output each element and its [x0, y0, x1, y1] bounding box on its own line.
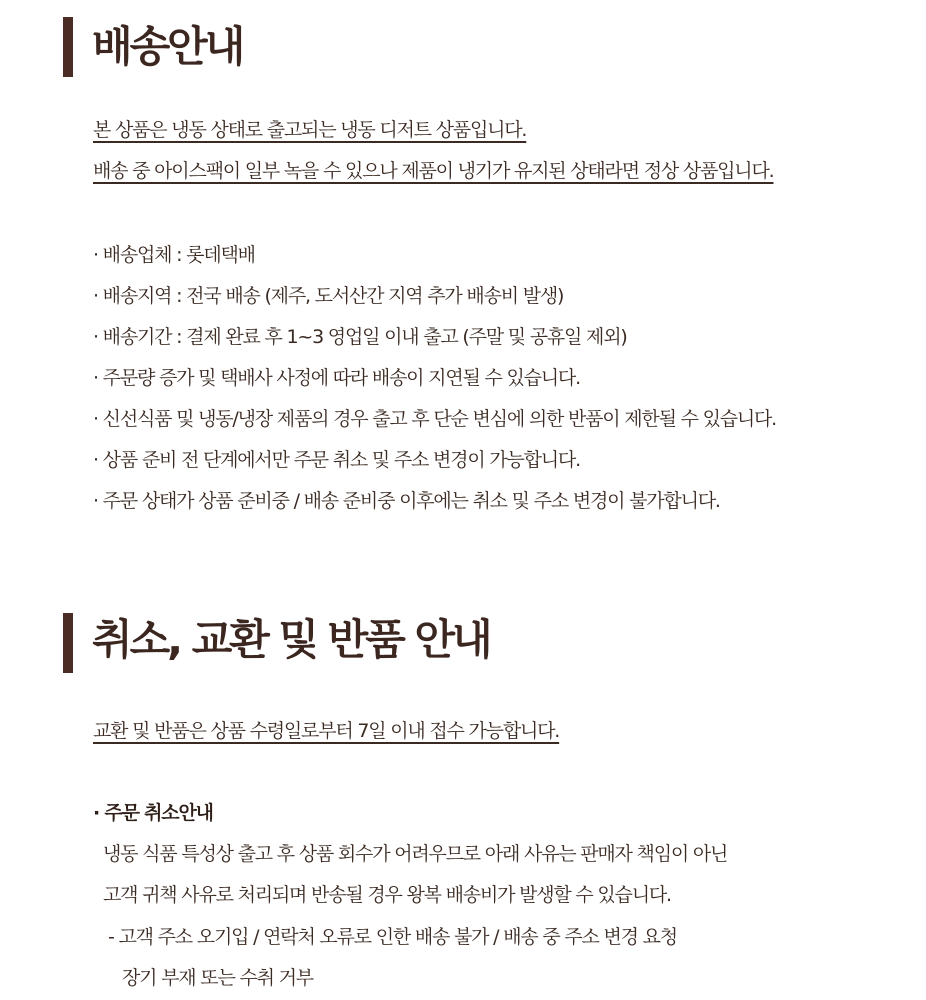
cancel-case-1: - 고객 주소 오기입 / 연락처 오류로 인한 배송 불가 / 배송 중 주소 변경 요청 [108, 926, 677, 948]
cancel-body-2: 고객 귀책 사유로 처리되며 반송될 경우 왕복 배송비가 발생할 수 있습니다. [103, 884, 671, 906]
shipping-item-cancel-blocked: · 주문 상태가 상품 준비중 / 배송 준비중 이후에는 취소 및 주소 변경이 불가합니다. [93, 490, 720, 512]
shipping-item-period: · 배송기간 : 결제 완료 후 1~3 영업일 이내 출고 (주말 및 공휴일 제외) [93, 326, 627, 348]
shipping-notice-2: 배송 중 아이스팩이 일부 녹을 수 있으나 제품이 냉기가 유지된 상태라면 정상 상품입니다. [93, 160, 774, 182]
shipping-item-carrier: · 배송업체 : 롯데택배 [93, 244, 255, 266]
returns-title: 취소, 교환 및 반품 안내 [92, 615, 490, 664]
cancel-heading: · 주문 취소안내 [93, 802, 213, 824]
returns-notice: 교환 및 반품은 상품 수령일로부터 7일 이내 접수 가능합니다. [93, 720, 560, 742]
cancel-body-1: 냉동 식품 특성상 출고 후 상품 회수가 어려우므로 아래 사유는 판매자 책임이 아닌 [103, 843, 728, 865]
shipping-item-cancel-window: · 상품 준비 전 단계에서만 주문 취소 및 주소 변경이 가능합니다. [93, 449, 580, 471]
shipping-notice-1: 본 상품은 냉동 상태로 출고되는 냉동 디저트 상품입니다. [93, 119, 527, 141]
shipping-item-delay: · 주문량 증가 및 택배사 사정에 따라 배송이 지연될 수 있습니다. [93, 367, 580, 389]
shipping-item-region: · 배송지역 : 전국 배송 (제주, 도서산간 지역 추가 배송비 발생) [93, 285, 564, 307]
cancel-case-2: 장기 부재 또는 수취 거부 [122, 967, 313, 989]
shipping-item-return-limit: · 신선식품 및 냉동/냉장 제품의 경우 출고 후 단순 변심에 의한 반품이 제한될 수 있습니다. [93, 408, 777, 430]
returns-heading-bar [63, 613, 73, 673]
shipping-title: 배송안내 [92, 22, 243, 71]
shipping-heading-bar [63, 17, 73, 77]
